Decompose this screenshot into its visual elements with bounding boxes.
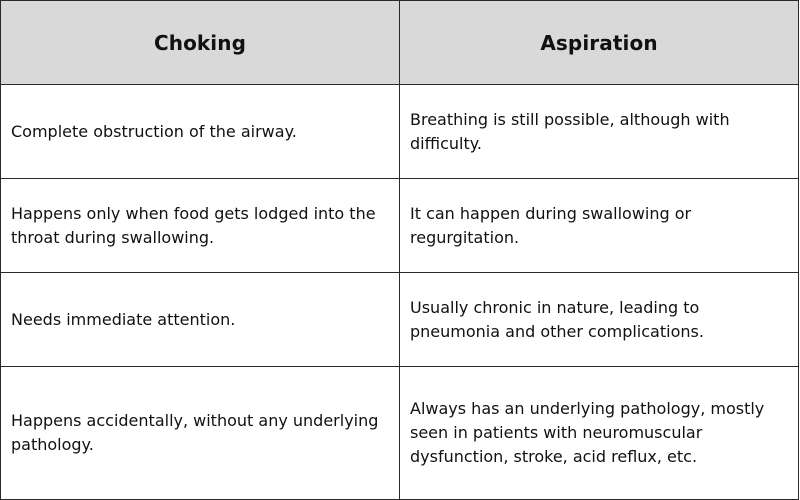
- cell-aspiration: Usually chronic in nature, leading to pneumonia and other complications.: [400, 273, 799, 367]
- cell-choking: Happens accidentally, without any underlying pathology.: [1, 367, 400, 500]
- header-choking: Choking: [1, 1, 400, 85]
- cell-choking: Complete obstruction of the airway.: [1, 85, 400, 179]
- cell-choking: Needs immediate attention.: [1, 273, 400, 367]
- cell-choking: Happens only when food gets lodged into the throat during swallowing.: [1, 179, 400, 273]
- table-header-row: [1, 1, 799, 85]
- table-row: [1, 85, 799, 179]
- cell-aspiration: Breathing is still possible, although with difficulty.: [400, 85, 799, 179]
- table-row: [1, 179, 799, 273]
- cell-aspiration: It can happen during swallowing or regurgitation.: [400, 179, 799, 273]
- cell-aspiration: Always has an underlying pathology, mostly seen in patients with neuromuscular dysfunction, stroke, acid reflux, etc.: [400, 367, 799, 500]
- header-aspiration: Aspiration: [400, 1, 799, 85]
- table-row: [1, 273, 799, 367]
- table-row: [1, 367, 799, 500]
